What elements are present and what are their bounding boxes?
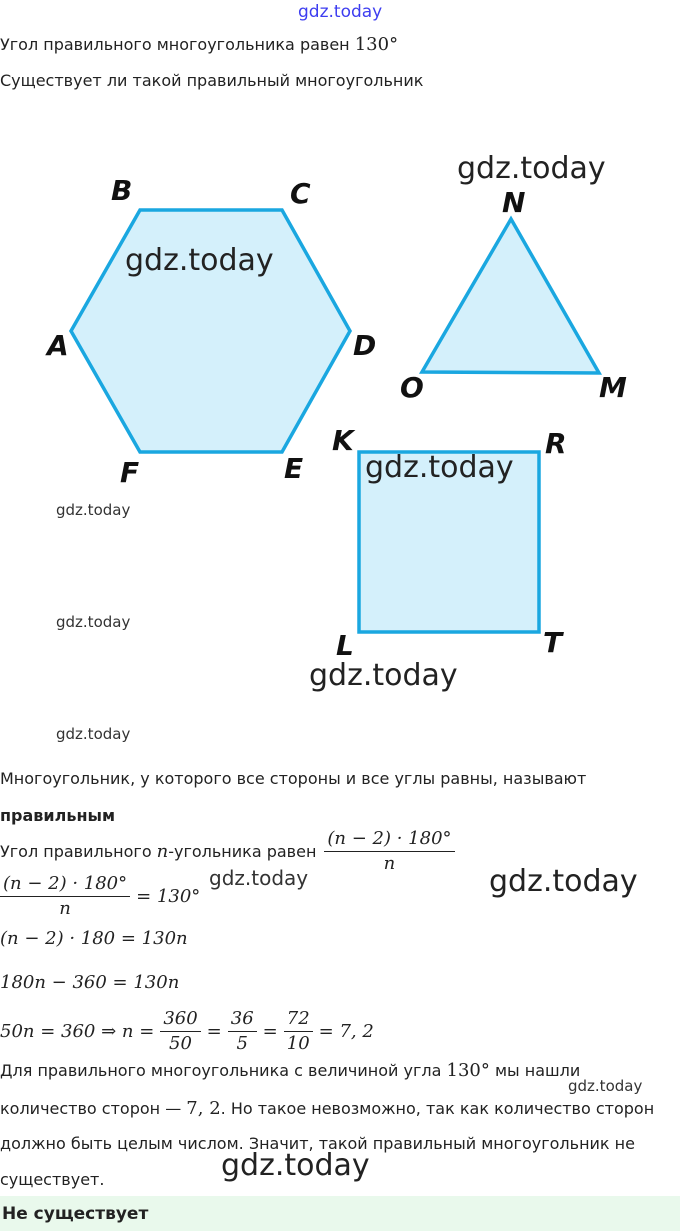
question-text: Угол правильного многоугольника равен (0, 35, 350, 54)
conclusion-1a: Для правильного многоугольника с величиной угла (0, 1061, 442, 1080)
vertex-label-r: R (545, 427, 567, 460)
vertex-label-a: A (47, 329, 69, 362)
conclusion-line-4: существует. (0, 1170, 105, 1189)
watermark-small-4: gdz.today (568, 1077, 643, 1095)
figure-watermark-2: gdz.today (125, 243, 274, 278)
equation-3: 180n − 360 = 130n (0, 972, 180, 993)
equation-1-numerator: (n − 2) · 180° (0, 874, 130, 897)
vertex-label-o: O (400, 371, 424, 404)
figure-watermark-1: gdz.today (457, 151, 606, 186)
equation-4-lhs: 50n = 360 ⇒ n = (0, 1020, 155, 1042)
triangle-shape (422, 219, 599, 373)
vertex-label-c: C (290, 177, 311, 210)
conclusion-1b: мы нашли (494, 1061, 581, 1080)
question-line-2: Существует ли такой правильный многоугольник (0, 71, 424, 90)
vertex-label-k: K (332, 424, 354, 457)
watermark-inline-1: gdz.today (209, 866, 309, 890)
angle-formula (324, 829, 454, 874)
formula-intro-a: Угол правильного (0, 841, 152, 861)
vertex-label-t: T (543, 626, 563, 659)
watermark-small-2: gdz.today (56, 613, 131, 631)
watermark-small-1: gdz.today (56, 501, 131, 519)
n-variable: n (156, 840, 169, 862)
equation-1 (0, 874, 200, 919)
angle-formula-denominator: n (383, 852, 396, 874)
equation-1-rhs: = 130° (136, 885, 201, 907)
equation-4-f1-den: 50 (169, 1032, 192, 1053)
vertex-label-l: L (336, 629, 354, 662)
vertex-label-d: D (353, 329, 377, 362)
vertex-label-m: M (599, 371, 627, 404)
equation-1-fraction (0, 874, 130, 919)
conclusion-line-3: должно быть целым числом. Значит, такой правильный многоугольник не (0, 1134, 635, 1153)
figure-watermark-3: gdz.today (365, 450, 514, 485)
equation-4-f1-num: 360 (160, 1009, 200, 1032)
conclusion-line-2 (0, 1098, 654, 1119)
conclusion-1-angle: 130° (446, 1060, 490, 1081)
equation-4-fraction-1 (160, 1009, 200, 1053)
equation-4-f3-den: 10 (286, 1032, 310, 1053)
equation-4-rhs: = 7, 2 (318, 1020, 374, 1042)
formula-intro-b: -угольника равен (168, 841, 317, 861)
conclusion-2-value: 7, 2 (186, 1098, 221, 1119)
answer-box (0, 1196, 680, 1231)
equation-1-denominator: n (59, 897, 71, 919)
question-angle: 130° (354, 34, 399, 55)
conclusion-2a: количество сторон — (0, 1099, 182, 1118)
answer-text: Не существует (2, 1204, 149, 1224)
equation-4-f3-num: 72 (284, 1009, 313, 1032)
definition-text: Многоугольник, у которого все стороны и все углы равны, называют (0, 769, 587, 788)
equation-4 (0, 1009, 374, 1053)
vertex-label-n: N (502, 186, 526, 219)
watermark-small-3: gdz.today (56, 725, 131, 743)
watermark-large-1: gdz.today (489, 864, 638, 899)
conclusion-2b: . Но такое невозможно, так как количество сторон (220, 1099, 655, 1118)
equation-2: (n − 2) · 180 = 130n (0, 928, 188, 949)
vertex-label-f: F (120, 456, 140, 489)
equation-4-eq-2: = (262, 1020, 278, 1042)
equation-4-f2-num: 36 (228, 1009, 257, 1032)
equation-4-f2-den: 5 (236, 1032, 248, 1053)
equation-4-fraction-2 (228, 1009, 257, 1053)
vertex-label-e: E (284, 452, 304, 485)
top-watermark: gdz.today (298, 2, 383, 22)
definition-term: правильным (0, 806, 116, 825)
equation-4-fraction-3 (284, 1009, 313, 1053)
figure-watermark-4: gdz.today (309, 658, 458, 693)
vertex-label-b: B (111, 174, 133, 207)
watermark-large-2: gdz.today (221, 1148, 370, 1183)
conclusion-line-1 (0, 1060, 580, 1081)
equation-4-eq-1: = (206, 1020, 222, 1042)
angle-formula-numerator: (n − 2) · 180° (324, 829, 454, 852)
